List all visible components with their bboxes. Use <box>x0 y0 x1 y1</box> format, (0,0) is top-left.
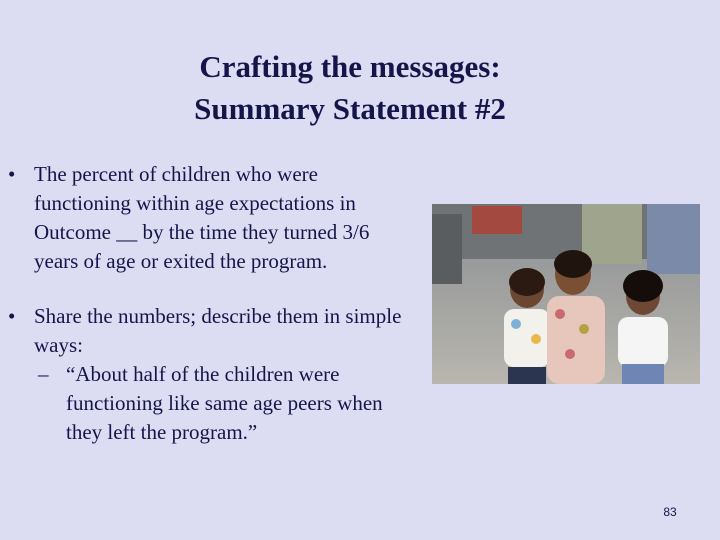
bullet-list <box>8 160 418 473</box>
children-photo <box>432 204 700 384</box>
bullet-text: The percent of children who were functioning within age expectations in Outcome __ by the time they turned 3/6 years of age or exited the program. <box>34 162 370 273</box>
sub-bullet-item <box>34 360 418 447</box>
bullet-item-1 <box>8 160 418 276</box>
sub-bullet-marker: – <box>38 362 49 386</box>
slide-title <box>100 46 600 130</box>
bullet-marker: • <box>8 162 16 186</box>
children-photo-illustration <box>432 204 700 384</box>
title-line-2: Summary Statement #2 <box>194 91 506 126</box>
bullet-marker: • <box>8 304 16 328</box>
sub-bullet-text: “About half of the children were functioning like same age peers when they left the program.” <box>66 362 383 444</box>
page-number: 83 <box>663 505 677 519</box>
title-line-1: Crafting the messages: <box>199 49 501 84</box>
bullet-text: Share the numbers; describe them in simple ways: <box>34 304 402 357</box>
bullet-item-2 <box>8 302 418 447</box>
